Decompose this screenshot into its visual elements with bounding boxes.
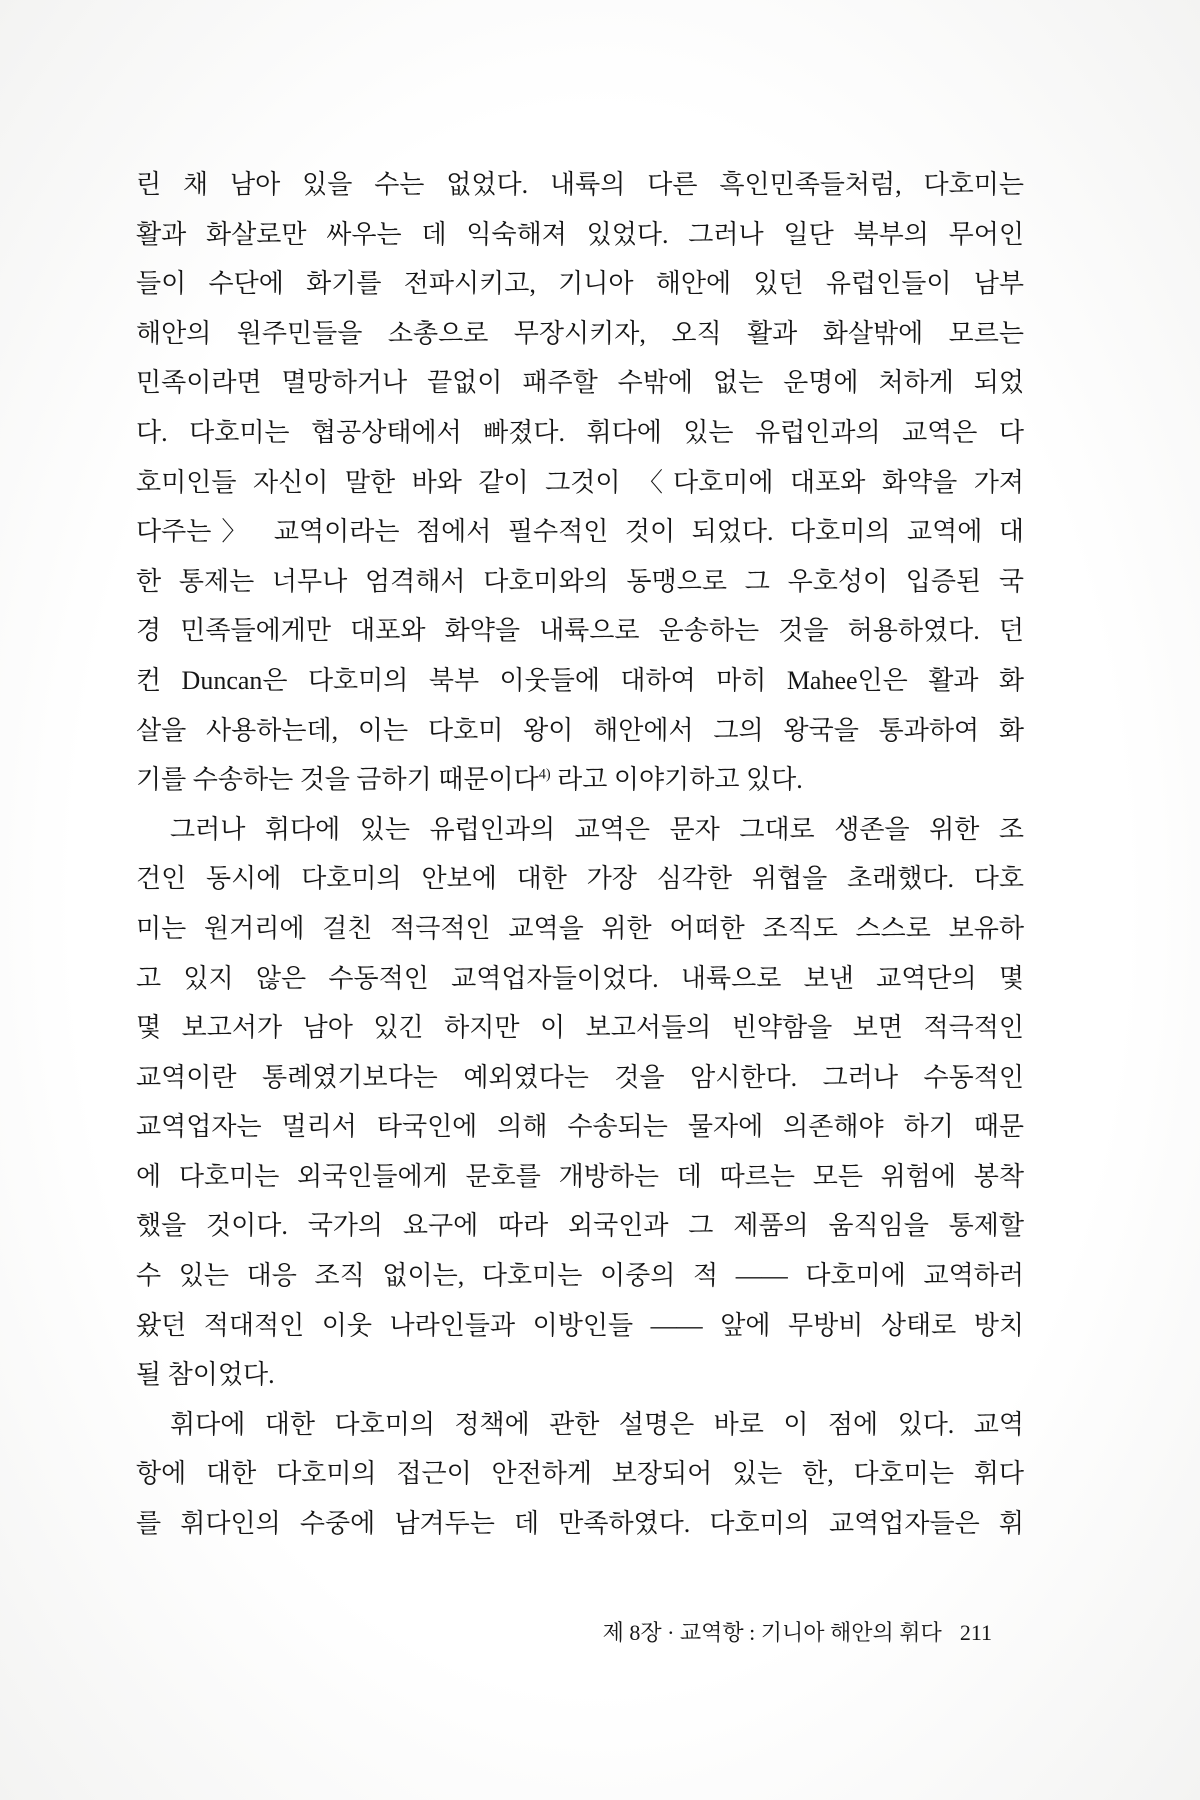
- text-line: 를 휘다인의 수중에 남겨두는 데 만족하였다. 다호미의 교역업자들은 휘: [136, 1509, 1024, 1539]
- text-line: 다주는〉 교역이라는 점에서 필수적인 것이 되었다. 다호미의 교역에 대: [136, 517, 1024, 547]
- text-line: 해안의 원주민들을 소총으로 무장시키자, 오직 활과 화살밖에 모르는: [136, 318, 1024, 348]
- text-line: 수 있는 대응 조직 없이는, 다호미는 이중의 적 —— 다호미에 교역하러: [136, 1261, 1024, 1291]
- text-line: 미는 원거리에 걸친 적극적인 교역을 위한 어떠한 조직도 스스로 보유하: [136, 913, 1024, 943]
- text-line: 그러나 휘다에 있는 유럽인과의 교역은 문자 그대로 생존을 위한 조: [170, 814, 1024, 844]
- text-line: 경 민족들에게만 대포와 화약을 내륙으로 운송하는 것을 허용하였다. 던: [136, 616, 1024, 646]
- text-line: 다. 다호미는 협공상태에서 빠졌다. 휘다에 있는 유럽인과의 교역은 다: [136, 417, 1024, 447]
- text-line: 에 다호미는 외국인들에게 문호를 개방하는 데 따르는 모든 위험에 봉착: [136, 1161, 1024, 1191]
- text-line: 활과 화살로만 싸우는 데 익숙해져 있었다. 그러나 일단 북부의 무어인: [136, 219, 1024, 249]
- page-footer: [603, 1610, 992, 1656]
- text-line-with-footnote: [136, 755, 1024, 805]
- paragraph: [136, 160, 1024, 805]
- line-text: 기를 수송하는 것을 금하기 때문이다: [136, 765, 539, 795]
- text-line: 살을 사용하는데, 이는 다호미 왕이 해안에서 그의 왕국을 통과하여 화: [136, 715, 1024, 745]
- text-line: 교역이란 통례였기보다는 예외였다는 것을 암시한다. 그러나 수동적인: [136, 1062, 1024, 1092]
- line-text-after: 라고 이야기하고 있다.: [550, 765, 803, 795]
- text-line: 컨 Duncan은 다호미의 북부 이웃들에 대하여 마히 Mahee인은 활과 화: [136, 665, 1024, 695]
- text-line: 건인 동시에 다호미의 안보에 대한 가장 심각한 위협을 초래했다. 다호: [136, 864, 1024, 894]
- text-line: 민족이라면 멸망하거나 끝없이 패주할 수밖에 없는 운명에 처하게 되었: [136, 368, 1024, 398]
- text-line: 항에 대한 다호미의 접근이 안전하게 보장되어 있는 한, 다호미는 휘다: [136, 1459, 1024, 1489]
- text-line: 휘다에 대한 다호미의 정책에 관한 설명은 바로 이 점에 있다. 교역: [170, 1409, 1024, 1439]
- page-body: [136, 160, 1024, 1549]
- text-line: 들이 수단에 화기를 전파시키고, 기니아 해안에 있던 유럽인들이 남부: [136, 269, 1024, 299]
- text-line: 고 있지 않은 수동적인 교역업자들이었다. 내륙으로 보낸 교역단의 몇: [136, 963, 1024, 993]
- running-head: 제 8장 · 교역항 : 기니아 해안의 휘다: [602, 1620, 942, 1645]
- text-line: 했을 것이다. 국가의 요구에 따라 외국인과 그 제품의 움직임을 통제할: [136, 1211, 1024, 1241]
- text-line: 린 채 남아 있을 수는 없었다. 내륙의 다른 흑인민족들처럼, 다호미는: [136, 170, 1024, 199]
- paragraph: [136, 1400, 1024, 1549]
- text-line: 호미인들 자신이 말한 바와 같이 그것이 〈다호미에 대포와 화약을 가져: [136, 467, 1024, 497]
- page-number: 211: [959, 1620, 992, 1645]
- text-line: 한 통제는 너무나 엄격해서 다호미와의 동맹으로 그 우호성이 입증된 국: [136, 566, 1024, 596]
- paragraph: [136, 805, 1024, 1400]
- text-line: 교역업자는 멀리서 타국인에 의해 수송되는 물자에 의존해야 하기 때문: [136, 1112, 1024, 1142]
- text-line: 몇 보고서가 남아 있긴 하지만 이 보고서들의 빈약함을 보면 적극적인: [136, 1013, 1024, 1043]
- text-line: 왔던 적대적인 이웃 나라인들과 이방인들 —— 앞에 무방비 상태로 방치: [136, 1310, 1024, 1340]
- text-line: 될 참이었다.: [136, 1360, 275, 1390]
- footnote-reference: 4): [538, 766, 551, 783]
